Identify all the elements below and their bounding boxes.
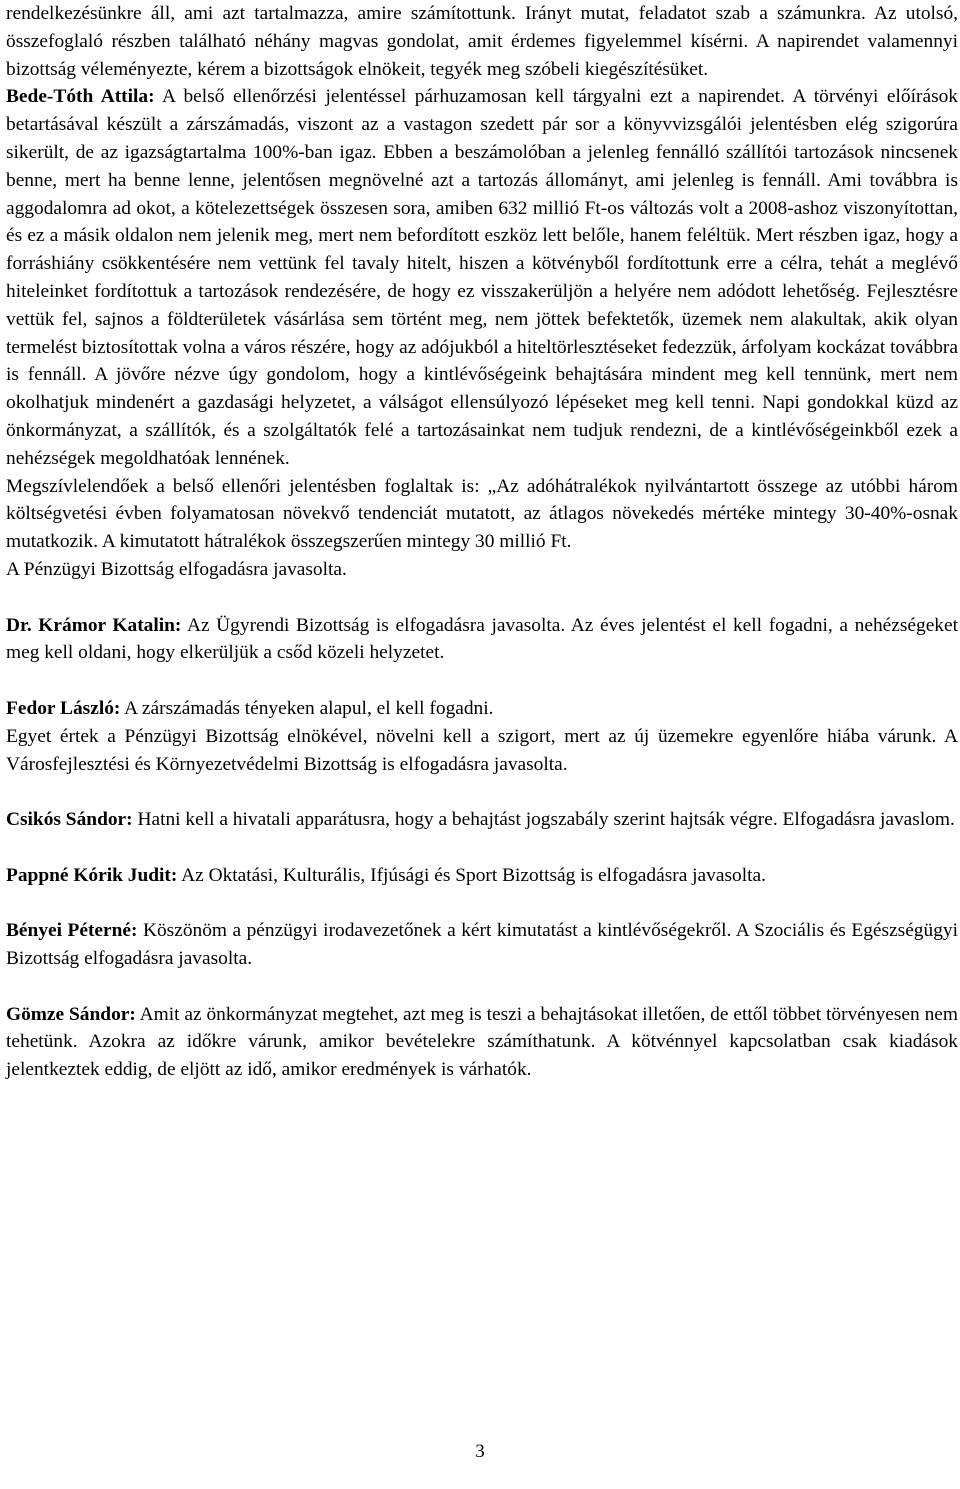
paragraph-text: Az Ügyrendi Bizottság is elfogadásra javasolta. Az éves jelentést el kell fogadni, a nehézségeket meg kell oldani, hogy elkerüljük a csőd közeli helyzetet. [6, 614, 958, 664]
paragraph-text: rendelkezésünkre áll, ami azt tartalmazza, amire számítottunk. Irányt mutat, feladatot szab a számunkra. Az utolsó, összefoglaló részben található néhány magvas gondolat, amit érdemes figyelemmel kísérni. A napirendet valamennyi bizottság véleményezte, kérem a bizottságok elnökeit, tegyék meg szóbeli kiegészítésüket. [6, 3, 958, 80]
paragraph-text: Egyet értek a Pénzügyi Bizottság elnökével, növelni kell a szigort, mert az új üzemekre egyenlőre hiába várunk. A Városfejlesztési és Környezetvédelmi Bizottság is elfogadásra javasolta. [6, 725, 958, 775]
speaker-paragraph [6, 695, 958, 723]
speaker-paragraph [6, 1001, 958, 1084]
speaker-name: Gömze Sándor: [6, 1003, 136, 1025]
paragraph-spacer [6, 778, 958, 806]
speaker-paragraph [6, 612, 958, 668]
paragraph-spacer [6, 890, 958, 918]
paragraph [6, 0, 958, 83]
speaker-name: Pappné Kórik Judit: [6, 864, 178, 886]
paragraph-spacer [6, 584, 958, 612]
paragraph-text: Megszívlelendőek a belső ellenőri jelentésben foglaltak is: „Az adóhátralékok nyilvántartott összege az utóbbi három költségvetési évben folyamatosan növekvő tendenciát mutatott, az átlagos növekedés mértéke mintegy 30-40%-osnak mutatkozik. A kimutatott hátralékok összegszerűen mintegy 30 millió Ft. [6, 475, 958, 553]
paragraph-text: Hatni kell a hivatali apparátusra, hogy a behajtást jogszabály szerint hajtsák végre. Elfogadásra javaslom. [137, 809, 955, 831]
speaker-name: Csikós Sándor: [6, 809, 133, 831]
speaker-paragraph [6, 862, 958, 890]
paragraph-text: A belső ellenőrzési jelentéssel párhuzamosan kell tárgyalni ezt a napirendet. A törvényi előírások betartásával készült a zárszámadás, viszont az a vastagon szedett pár sor a könyvvizsgálói jelentésben elég szigorúra sikerült, de az igazságtartalma 100%-ban igaz. Ebben a beszámolóban a jelenleg fennálló szállítói tartozások nincsenek benne, mert ha benne lenne, jelentősen megnövelné azt a tartozás állományt, ami jelenleg is fennáll. Ami továbbra is aggodalomra ad okot, a kötelezettségek összesen sora, amiben 632 millió Ft-os változás volt a 2008-ashoz viszonyítottan, és ez a másik oldalon nem jelenik meg, mert nem befordított eszköz lett belőle, hanem feléltük. Mert részben igaz, hogy a forráshiány csökkentésére nem vettünk fel tavaly hitelt, hiszen a kötvényből fordítottunk erre a célra, tehát a meglévő hiteleinket fordítottuk a tartozások rendezésére, de hogy ez visszakerüljön a helyére nem adódott lehetőség. Fejlesztésre vettük fel, sajnos a földterületek vásárlása sem történt meg, nem jöttek befektetők, üzemek nem alakultak, akik olyan termelést biztosítottak volna a város részére, hogy az adójukból a hiteltörlesztéseket fedezzük, árfolyam kockázat továbbra is fennáll. A jövőre nézve úgy gondolom, hogy a kintlévőségeink behajtására mindent meg kell tennünk, mert nem okolhatjuk mindenért a gazdasági helyzetet, a válságot ellensúlyozó lépéseket meg kell tenni. Napi gondokkal küzd az önkormányzat, a szállítók, és a szolgáltatók felé a tartozásainkat nem tudjuk rendezni, de a kintlévőségeinkből ezek a nehézségek megoldhatóak lennének. [6, 86, 959, 469]
speaker-name: Bede-Tóth Attila: [6, 86, 155, 108]
paragraph-spacer [6, 834, 958, 862]
speaker-paragraph [6, 917, 958, 973]
page-number: 3 [475, 1441, 485, 1462]
paragraph-spacer [6, 667, 958, 695]
speaker-paragraph [6, 806, 958, 834]
document-page [6, 0, 958, 1084]
paragraph-text: Amit az önkormányzat megtehet, azt meg is teszi a behajtásokat illetően, de ettől többet törvényesen nem tehetünk. Azokra az időkre várunk, amikor bevételekre számíthatunk. A kötvénnyel kapcsolatban csak kiadások jelentkeztek eddig, de eljött az idő, amikor eredmények is várhatók. [6, 1003, 958, 1081]
paragraph-text: Az Oktatási, Kulturális, Ifjúsági és Sport Bizottság is elfogadásra javasolta. [181, 864, 766, 886]
paragraph [6, 556, 958, 584]
speaker-name: Bényei Péterné: [6, 920, 138, 942]
speaker-paragraph [6, 83, 958, 472]
paragraph-text: Köszönöm a pénzügyi irodavezetőnek a kért kimutatást a kintlévőségekről. A Szociális és Egészségügyi Bizottság elfogadásra javasolta. [6, 920, 958, 970]
speaker-name: Dr. Krámor Katalin: [6, 614, 182, 636]
paragraph [6, 473, 958, 556]
document-body [6, 0, 958, 1084]
paragraph-text: A zárszámadás tényeken alapul, el kell fogadni. [124, 697, 494, 719]
paragraph-text: A Pénzügyi Bizottság elfogadásra javasolta. [6, 558, 347, 580]
paragraph-spacer [6, 973, 958, 1001]
paragraph [6, 723, 958, 779]
speaker-name: Fedor László: [6, 697, 121, 719]
